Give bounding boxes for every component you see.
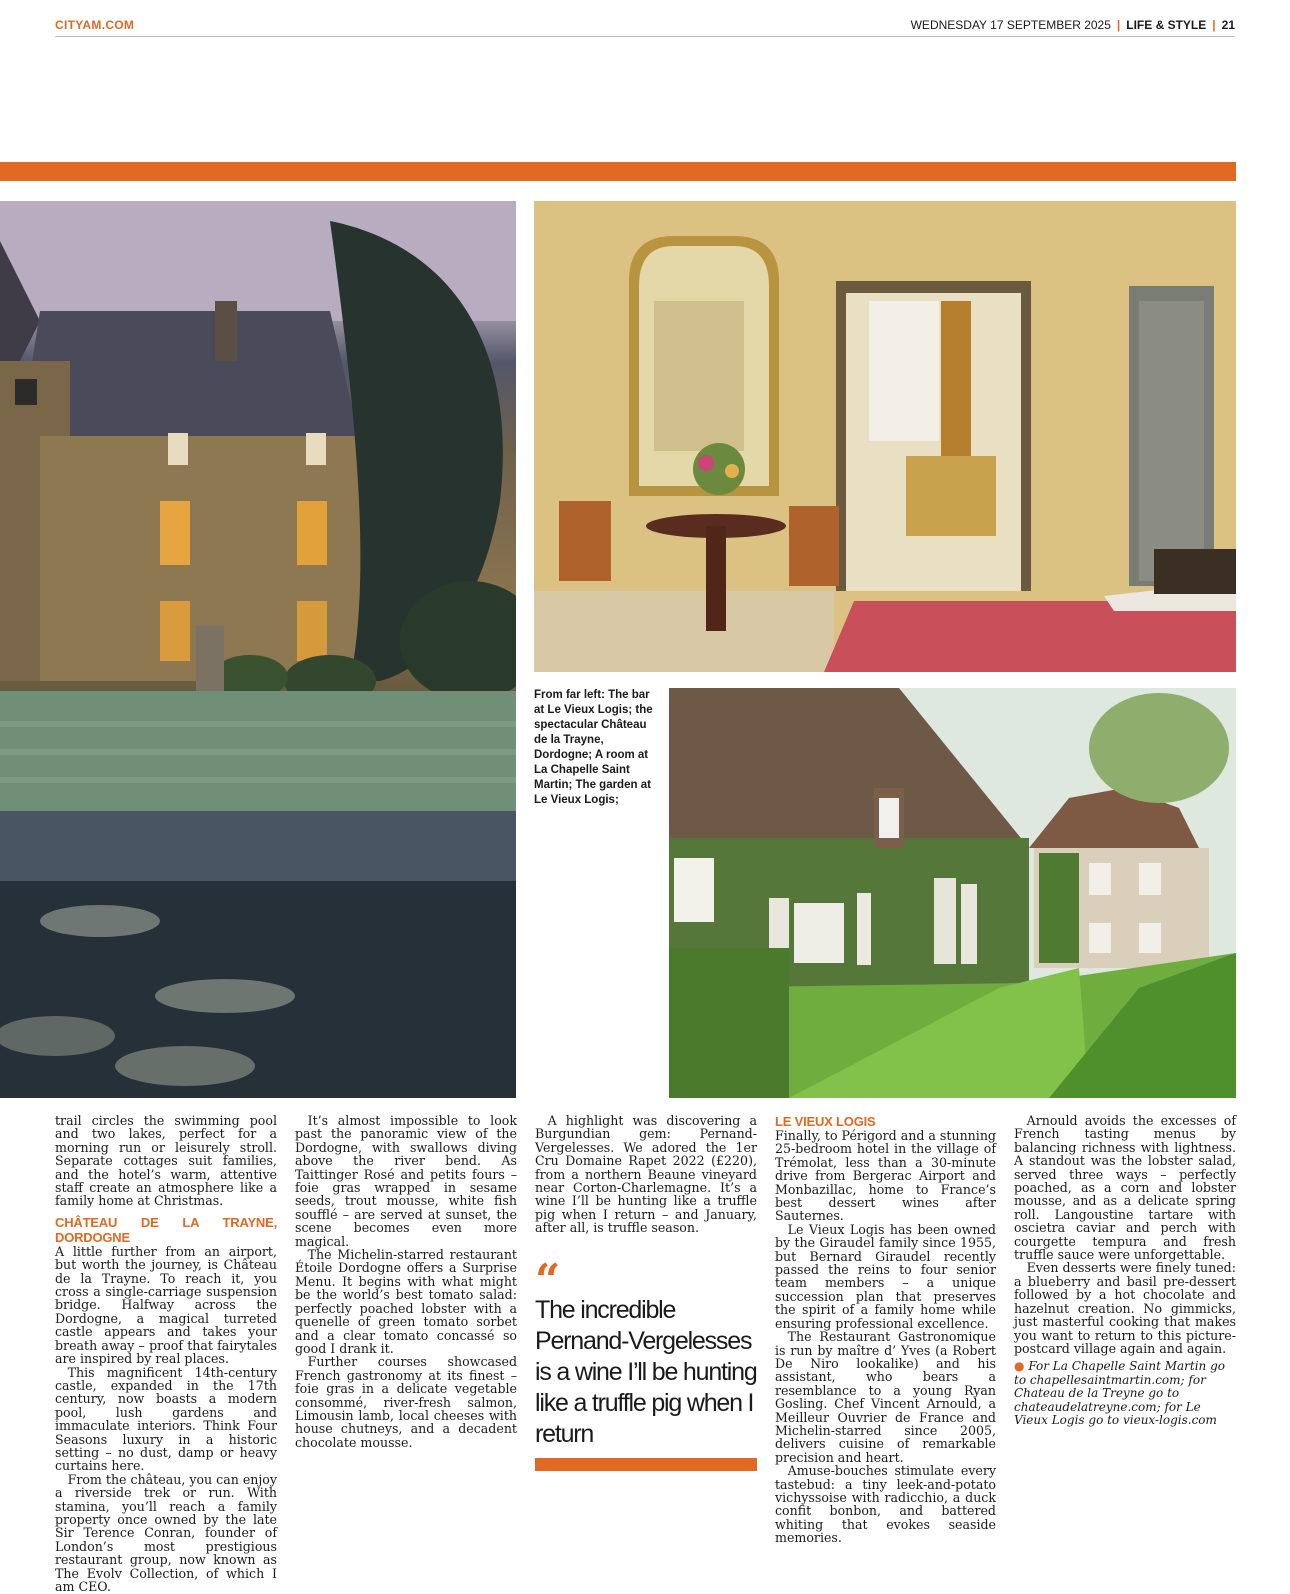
article-paragraph: Le Vieux Logis has been owned by the Giraudel family since 1955, but Bernard Giraudel recently passed the reins to four senior team members – a unique succession plan that preserves the spirit of a family home while ensuring professional excellence. — [775, 1221, 996, 1331]
article-paragraph: From the château, you can enjoy a riverside trek or run. With stamina, you’ll reach a family property once owned by the late Sir Terence Conran, founder of London’s most prestigious restaurant group, now known as The Evolv Collection, of which I am CEO. — [55, 1471, 277, 1594]
garden-photo — [669, 688, 1236, 1098]
separator: | — [1116, 18, 1121, 32]
separator: | — [1212, 18, 1216, 32]
chateau-photo — [0, 201, 516, 1098]
pull-quote — [535, 1255, 757, 1450]
article-paragraph: A little further from an airport, but worth the journey, is Château de la Trayne. To reach it, you cross a single-carriage suspension bridge. Halfway across the Dordogne, a magical turreted castle appears and takes your breath away – proof that fairytales are inspired by real places. — [55, 1243, 277, 1367]
article-column-1 — [55, 1114, 277, 1593]
page-number: 21 — [1221, 18, 1235, 32]
garden-illustration — [669, 688, 1236, 1098]
page-info — [911, 18, 1235, 32]
subheading-vieux-logis: LE VIEUX LOGIS — [775, 1114, 876, 1129]
site-name[interactable]: CITYAM.COM — [55, 18, 135, 32]
article-column-5 — [1014, 1114, 1236, 1427]
article-paragraph: The Restaurant Gastronomique is run by maître d’ Yves (a Robert De Niro lookalike) and his assistant, who bears a resemblance to a young Ryan Gosling. Chef Vincent Arnould, a Meilleur Ouvrier de France and Michelin-starred since 2005, delivers cuisine of remarkable precision and heart. — [775, 1329, 996, 1465]
quote-mark-icon: “ — [535, 1255, 561, 1306]
article-column-3 — [535, 1114, 757, 1235]
article-paragraph: This magnificent 14th-century castle, expanded in the 17th century, now boasts a modern pool, lush gardens and immaculate interiors. Think Four Seasons luxury in a historic setting – no dust, damp or heavy curtains here. — [55, 1364, 277, 1474]
pull-quote-text: The incredible Pernand-Vergelesses is a wine I’ll be hunting like a truffle pig when I return — [535, 1296, 757, 1448]
info-line-2: for Chateau de la Treyne go to chateaudelatreyne.com; for Le Vieux Logis go to vieux-logis.com — [1014, 1372, 1217, 1427]
article-paragraph: The Michelin-starred restaurant Étoile Dordogne offers a Surprise Menu. It begins with what might be the world’s best tomato salad: perfectly poached lobster with a quenelle of green tomato sorbet and a clear tomato concassé so good I drank it. — [295, 1247, 517, 1356]
info-line-1: For La Chapelle Saint Martin go to chapellesaintmartin.com; — [1014, 1359, 1225, 1387]
masthead — [55, 14, 1235, 37]
article-paragraph: Finally, to Périgord and a stunning 25-bedroom hotel in the village of Trémolat, less than a 30-minute drive from Bergerac Airport and Monbazillac, home to France’s best dessert wines after Sauternes. — [775, 1128, 996, 1224]
orange-banner — [0, 162, 1236, 181]
issue-date: WEDNESDAY 17 SEPTEMBER 2025 — [910, 18, 1111, 32]
subheading-chateau: CHÂTEAU DE LA TRAYNE, DORDOGNE — [55, 1214, 277, 1245]
article-paragraph: Arnould avoids the excesses of French tasting menus by balancing richness with lightness. A standout was the lobster salad, served three ways – perfectly poached, as a corn and lobster mousse, and as a delicate spring roll. Langoustine tartare with oscietra caviar and perch with courgette tempura and fresh truffle sauce were unforgettable. — [1014, 1113, 1236, 1263]
article-paragraph: trail circles the swimming pool and two lakes, perfect for a morning run or leisurely stroll. Separate cottages suit families, and the hotel’s warm, attentive staff create an atmosphere like a family home at Christmas. — [55, 1113, 277, 1209]
section-name: LIFE & STYLE — [1126, 18, 1207, 32]
article-paragraph: It’s almost impossible to look past the panoramic view of the Dordogne, with swallows diving above the river bend. As Taittinger Rosé and petits fours – foie gras wrapped in sesame seeds, trout mousse, white fish soufflé – are served at sunset, the scene becomes even more magical. — [295, 1113, 517, 1249]
article-paragraph: A highlight was discovering a Burgundian gem: Pernand-Vergelesses. We adored the 1er Cru Domaine Rapet 2022 (£220), from a northern Beaune vineyard near Corton-Charlemagne. It’s a wine I’ll be hunting like a truffle pig when I return – and January, after all, is truffle season. — [535, 1113, 757, 1236]
article-column-4 — [775, 1114, 996, 1545]
bullet-icon: ● — [1014, 1359, 1025, 1374]
article-paragraph: Amuse-bouches stimulate every tastebud: a tiny leek-and-potato vichyssoise with radicchio, a duck confit bonbon, and battered whiting that evokes seaside memories. — [775, 1463, 996, 1546]
pull-quote-bar — [535, 1458, 757, 1471]
room-photo — [534, 201, 1236, 672]
photo-caption: From far left: The bar at Le Vieux Logis; the spectacular Château de la Trayne, Dordogne; A room at La Chapelle Saint Martin; The garden at Le Vieux Logis; — [534, 689, 653, 806]
room-illustration — [534, 201, 1236, 672]
article-paragraph: Even desserts were finely tuned: a blueberry and basil pre-dessert followed by a hot chocolate and hazelnut creation. No gimmicks, just masterful cooking that makes you want to return to this picture-postcard village again and again. — [1014, 1260, 1236, 1356]
chateau-illustration — [0, 201, 516, 1098]
article-column-2 — [295, 1114, 517, 1449]
info-box — [1014, 1360, 1236, 1427]
article-paragraph: Further courses showcased French gastronomy at its finest – foie gras in a delicate vegetable consommé, river-fresh salmon, Limousin lamb, local cheeses with house chutneys, and a decadent chocolate mousse. — [295, 1354, 517, 1450]
